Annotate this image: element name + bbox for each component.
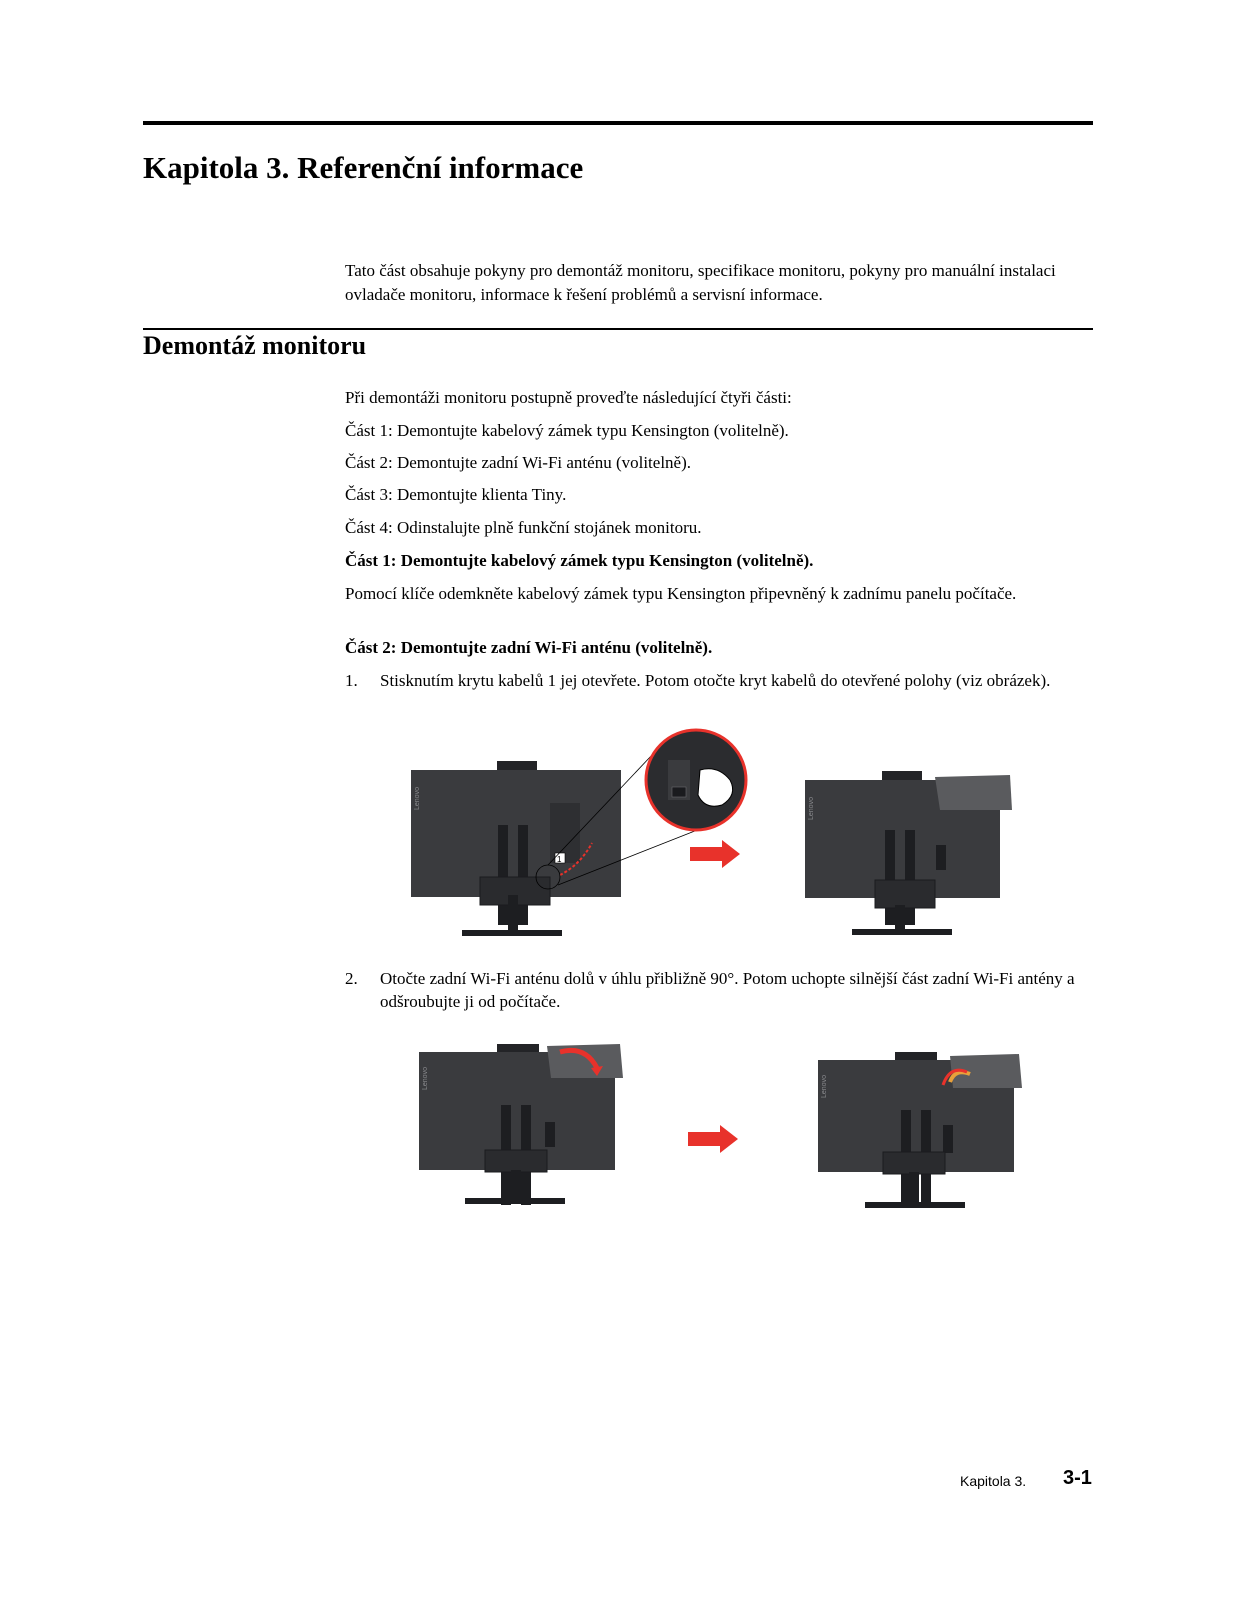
- monitor-back-right: [818, 1052, 1022, 1208]
- part-list-item: Část 3: Demontujte klienta Tiny.: [345, 485, 567, 504]
- section-title: Demontáž monitoru: [143, 331, 367, 360]
- right-arrow-icon: [688, 1125, 738, 1153]
- part-list-item: Část 1: Demontujte kabelový zámek typu Kensington (volitelně).: [345, 421, 789, 440]
- chapter-intro: Tato část obsahuje pokyny pro demontáž monitoru, specifikace monitoru, pokyny pro manuální instalaci ovladače monitoru, informace k řešení problémů a servisní informace.: [345, 261, 1056, 304]
- footer-chapter-label: Kapitola 3.: [960, 1473, 1027, 1489]
- right-arrow-icon: [690, 840, 740, 868]
- brand-label: Lenovo: [422, 1067, 429, 1090]
- part1-text: Pomocí klíče odemkněte kabelový zámek typu Kensington připevněný k zadnímu panelu počítače.: [345, 584, 1017, 603]
- brand-label: Lenovo: [414, 787, 421, 810]
- figure-antenna-removal: [405, 1030, 1045, 1220]
- monitor-back-right: [805, 771, 1012, 935]
- callout-label: 1: [557, 855, 562, 864]
- step-text: Stisknutím krytu kabelů 1 jej otevřete. Potom otočte kryt kabelů do otevřené polohy (viz obrázek).: [380, 671, 1051, 690]
- chapter-title: Kapitola 3. Referenční informace: [143, 150, 584, 185]
- step-number: 2.: [345, 969, 358, 988]
- monitor-back-left: [411, 761, 621, 936]
- part-list-item: Část 2: Demontujte zadní Wi-Fi anténu (volitelně).: [345, 453, 692, 472]
- brand-label: Lenovo: [821, 1075, 828, 1098]
- figure-cable-cover-open: [400, 725, 1040, 945]
- brand-label: Lenovo: [808, 797, 815, 820]
- step-number: 1.: [345, 671, 358, 690]
- section-lead: Při demontáži monitoru postupně proveďte následující čtyři části:: [345, 388, 792, 407]
- chapter-top-rule: [143, 121, 1093, 125]
- section-rule: [143, 328, 1093, 330]
- monitor-back-left: [419, 1044, 623, 1205]
- part-list-item: Část 4: Odinstalujte plně funkční stojánek monitoru.: [345, 518, 702, 537]
- part2-heading: Část 2: Demontujte zadní Wi-Fi anténu (volitelně).: [345, 638, 713, 657]
- step-text: Otočte zadní Wi-Fi anténu dolů v úhlu přibližně 90°. Potom uchopte silnější část zadní Wi-Fi antény a odšroubujte ji od počítače.: [380, 969, 1075, 1011]
- part1-heading: Část 1: Demontujte kabelový zámek typu Kensington (volitelně).: [345, 551, 814, 570]
- zoom-detail-circle: [646, 730, 746, 830]
- page-number: 3-1: [1063, 1467, 1092, 1489]
